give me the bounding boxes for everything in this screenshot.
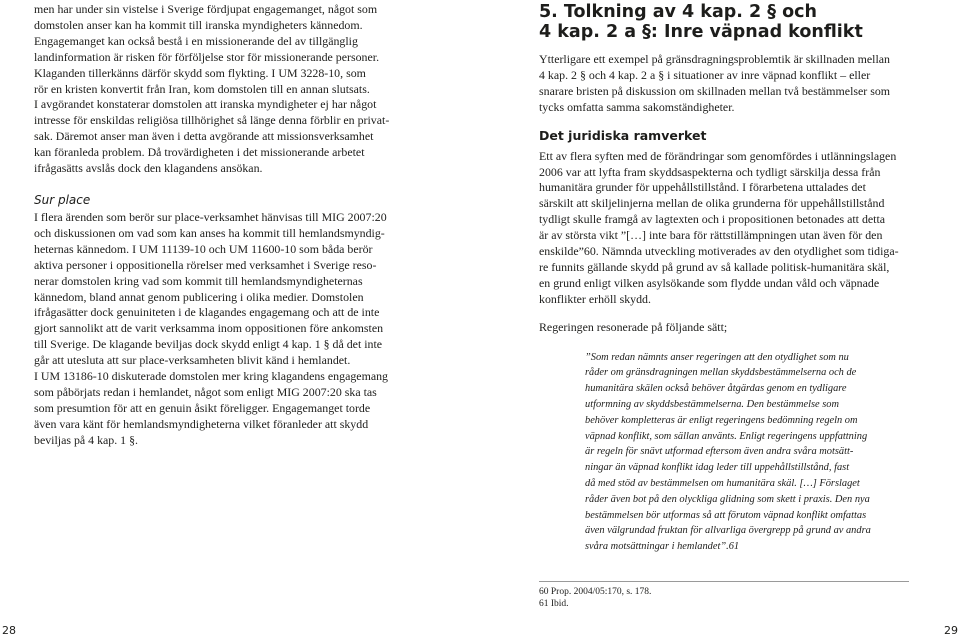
text-line: Ett av flera syften med de förändringar som genomfördes i utlänningslagen <box>539 148 897 163</box>
text-line: I avgörandet konstaterar domstolen att iranska myndigheter ej har något <box>34 97 377 112</box>
paragraph-government: Regeringen resonerade på följande sätt; <box>539 319 728 334</box>
text-line: kan föranleda problem. Då trovärdigheten i det missionerande arbetet <box>34 145 365 160</box>
text-line: intresse för enskildas religiösa tillhörighet så länge denna förblir en privat- <box>34 113 390 128</box>
left-column <box>34 2 434 449</box>
quote-line: behöver kompletteras är enligt regeringens bedömning regeln om <box>585 414 858 426</box>
text-line: heternas kännedom. I UM 11139-10 och UM 11600-10 som båda berör <box>34 241 373 256</box>
section-heading: Det juridiska ramverket <box>539 127 707 143</box>
text-line: humanitära grunder för uppehållstillstånd. I förarbetena uttalades det <box>539 180 866 195</box>
page-number-left: 28 <box>2 624 16 637</box>
block-quote <box>585 350 881 555</box>
right-page <box>480 0 960 643</box>
text-line: konflikter erhöll skydd. <box>539 291 651 306</box>
text-line: kännedom, bland annat genom publicering i olika medier. Domstolen <box>34 289 364 304</box>
paragraph-iran-convert <box>34 2 434 177</box>
paragraph-sur-place <box>34 210 434 449</box>
text-line: I UM 13186-10 diskuterade domstolen mer kring klagandens engagemang <box>34 369 388 384</box>
right-column <box>539 2 911 555</box>
quote-line: ningar än väpnad konflikt idag leder till uppehållstillstånd, fast <box>585 462 850 474</box>
quote-line: råder även bot på den olyckliga glidning som skett i praxis. Den nya <box>585 493 870 505</box>
spacer <box>539 308 911 320</box>
paragraph-framework <box>539 149 911 308</box>
text-line: rör en kristen konvertit från Iran, kom domstolen till en annan slutsats. <box>34 81 370 96</box>
text-line: ifrågasätts avslås dock den klagandens ansökan. <box>34 161 263 176</box>
text-line: domstolen anser kan ha kommit till iranska myndigheters kännedom. <box>34 17 363 32</box>
quote-line: bestämmelsen bör utformas så att förutom väpnad konflikt omfattas <box>585 509 867 521</box>
text-line: sak. Däremot anser man även i detta avgörande att missionsverksamhet <box>34 129 374 144</box>
text-line: aktiva personer i oppositionella rörelser med verksamhet i Sverige reso- <box>34 257 377 272</box>
quote-line: väpnad konflikt, som sällan använts. Enligt regeringens uppfattning <box>585 430 868 442</box>
text-line: en grund enligt vilken asylsökande som flydde undan våld och väpnade <box>539 275 880 290</box>
text-line: 4 kap. 2 § och 4 kap. 2 a § i situationer av inre väpnad konflikt – eller <box>539 67 871 82</box>
text-line: I flera ärenden som berör sur place-verksamhet hänvisas till MIG 2007:20 <box>34 209 387 224</box>
text-line: Ytterligare ett exempel på gränsdragningsproblemtik är skillnaden mellan <box>539 52 890 66</box>
text-line: Engagemanget kan också bestå i en missionerande del av tillgänglig <box>34 33 358 48</box>
text-line: ifrågasätter dock genuiniteten i de klagandes engagemang och att de inte <box>34 305 380 320</box>
chapter-title-line: 5. Tolkning av 4 kap. 2 § och <box>539 2 817 22</box>
text-line: gjort sannolikt att de varit verksamma inom oppositionen före ankomsten <box>34 321 384 336</box>
text-line: även vara känt för hemlandsmyndigheterna vilket föranleder att skydd <box>34 416 369 431</box>
quote-line: ”Som redan nämnts anser regeringen att den otydlighet som nu <box>585 351 849 363</box>
quote-line: svåra motsättningar i hemlandet”.61 <box>585 541 740 553</box>
quote-line: även välgrundad fruktan för allvarliga övergrepp på grund av andra <box>585 525 871 537</box>
paragraph-intro <box>539 52 911 116</box>
text-line: går att utesluta att sur place-verksamheten blivit känd i hemlandet. <box>34 353 351 368</box>
page-number-right: 29 <box>944 624 958 637</box>
subheading-sur-place: Sur place <box>34 192 91 207</box>
text-line: beviljas på 4 kap. 1 §. <box>34 432 139 447</box>
text-line: snarare bristen på diskussion om skillnaden mellan två bestämmelser som <box>539 83 891 98</box>
quote-line: råder om gränsdragningen mellan skyddsbestämmelserna och de <box>585 367 857 379</box>
text-line: som presumtion för att en genuin åsikt föreligger. Engagemanget torde <box>34 400 371 415</box>
footnotes <box>539 586 911 610</box>
footnote: 60 Prop. 2004/05:170, s. 178. <box>539 587 652 597</box>
quote-line: humanitära skälen också behöver åtgärdas genom en tydligare <box>585 383 847 395</box>
quote-line: utformning av skyddsbestämmelserna. Den bestämmelse som <box>585 398 839 410</box>
text-line: som påbörjats redan i hemlandet, något som enligt MIG 2007:20 ska tas <box>34 384 377 399</box>
text-line: enskilde”60. Nämnda utveckling motiverades av den otydlighet som tidiga- <box>539 244 899 259</box>
footnote-divider <box>539 581 909 582</box>
chapter-title <box>539 2 911 42</box>
footnote: 61 Ibid. <box>539 599 569 609</box>
text-line: särskilt att skiljelinjerna mellan de olika grunderna för uppehållstillstånd <box>539 196 885 211</box>
text-line: är av största vikt ”[…] inte bara för rättstillämpningen utan även för den <box>539 228 883 243</box>
text-line: Klaganden tillerkänns därför skydd som flykting. I UM 3228-10, som <box>34 65 366 80</box>
text-line: till Sverige. De klagande beviljas dock skydd enligt 4 kap. 1 § då det inte <box>34 337 383 352</box>
text-line: och diskussionen om vad som kan anses ha kommit till hemlandsmyndig- <box>34 225 385 240</box>
text-line: 2006 var att lyfta fram skyddsaspekterna och tydligt särskilja dessa från <box>539 164 881 179</box>
quote-line: då med stöd av bestämmelsen om humanitära skäl. […] Förslaget <box>585 477 860 489</box>
text-line: re funnits gällande skydd på grund av så kallade politisk-humanitära skäl, <box>539 259 890 274</box>
chapter-title-line: 4 kap. 2 a §: Inre väpnad konflikt <box>539 22 863 42</box>
text-line: men har under sin vistelse i Sverige fördjupat engagemanget, något som <box>34 2 378 16</box>
quote-line: är regeln för snävt utformad eftersom även andra svåra motsätt- <box>585 446 854 458</box>
text-line: tydligt skulle framgå av lagtexten och i propositionen betonades att detta <box>539 212 886 227</box>
text-line: tycks omfatta samma sakomständigheter. <box>539 99 735 114</box>
text-line: nerar domstolen kring vad som kommit till hemlandsmyndigheternas <box>34 273 363 288</box>
text-line: landinformation är risken för förföljelse stor för missionerande personer. <box>34 49 380 64</box>
